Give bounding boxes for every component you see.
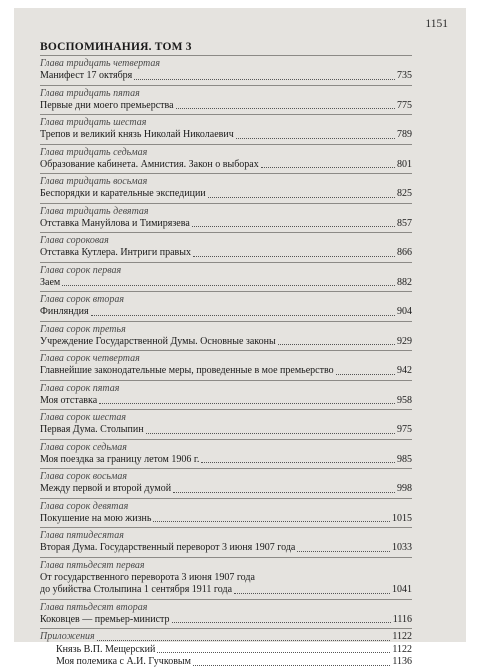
chapter-label: Глава сорок вторая	[40, 294, 124, 305]
chapter-list	[40, 55, 412, 626]
chapter-title: Между первой и второй думой	[40, 483, 172, 494]
chapter-title: Коковцев — премьер-министр	[40, 613, 170, 625]
chapter-label: Глава тридцать восьмая	[40, 176, 148, 187]
chapter-title: Моя отставка	[40, 394, 98, 406]
appendix-item[interactable]	[40, 644, 412, 657]
chapter-title: Главнейшие законодательные меры, проведенные в мое премьерство	[40, 365, 334, 376]
page-ref: 882	[397, 276, 412, 288]
chapter-row	[40, 483, 412, 496]
divider	[40, 350, 412, 351]
leader-dots	[173, 492, 395, 493]
divider	[40, 144, 412, 145]
leader-dots	[234, 593, 390, 594]
leader-dots	[99, 403, 395, 404]
page-ref: 1116	[392, 613, 412, 625]
chapter-row	[40, 454, 412, 467]
chapter-title: Финляндия	[40, 306, 89, 317]
page-ref: 1041	[392, 584, 412, 595]
chapter-label: Глава тридцать четвертая	[40, 58, 161, 69]
chapter-row	[40, 584, 412, 597]
chapter-title: Беспорядки и карательные экспедиции	[40, 188, 206, 199]
page-ref: 866	[397, 247, 412, 258]
chapter-entry[interactable]	[40, 468, 412, 496]
chapter-label: Глава сорок третья	[40, 323, 126, 335]
chapter-row	[40, 188, 412, 201]
chapter-row	[40, 70, 412, 83]
appendix-entry[interactable]	[40, 631, 412, 644]
leader-dots	[297, 551, 390, 552]
chapter-title: Отставка Мануйлова и Тимирязева	[40, 217, 190, 229]
page-ref: 857	[397, 217, 412, 229]
leader-dots	[153, 521, 390, 522]
divider	[40, 114, 412, 115]
chapter-entry[interactable]	[40, 203, 412, 231]
chapter-title: Первая Дума. Столыпин	[40, 424, 144, 435]
divider	[40, 55, 412, 56]
divider	[40, 203, 412, 204]
chapter-row	[40, 218, 412, 231]
divider	[40, 527, 412, 528]
leader-dots	[172, 622, 391, 623]
page-ref: 825	[397, 188, 412, 199]
chapter-label: Глава сорок шестая	[40, 412, 127, 423]
chapter-entry[interactable]	[40, 409, 412, 437]
leader-dots	[193, 256, 395, 257]
divider	[40, 599, 412, 600]
chapter-row	[40, 542, 412, 555]
leader-dots	[278, 344, 395, 345]
chapter-label: Глава тридцать пятая	[40, 87, 140, 99]
divider	[40, 557, 412, 558]
page-ref: 1122	[392, 631, 412, 642]
chapter-entry[interactable]	[40, 439, 412, 467]
chapter-label: Глава пятьдесят вторая	[40, 601, 148, 613]
appendix-item-title: Князь В.П. Мещерский	[56, 643, 156, 655]
chapter-entry[interactable]	[40, 350, 412, 378]
chapter-title: Вторая Дума. Государственный переворот 3 июня 1907 года	[40, 542, 296, 553]
chapter-entry[interactable]	[40, 114, 412, 142]
page-ref: 1033	[392, 542, 412, 553]
chapter-entry[interactable]	[40, 173, 412, 201]
leader-dots	[176, 108, 395, 109]
leader-dots	[236, 138, 395, 139]
page-ref: 775	[397, 99, 412, 111]
chapter-label: Глава пятьдесят первая	[40, 559, 145, 571]
chapter-label: Глава сорок первая	[40, 264, 122, 276]
appendix-title: Приложения	[40, 631, 95, 642]
page-ref: 801	[397, 158, 412, 170]
appendix-item[interactable]	[40, 656, 412, 669]
chapter-label: Глава сорок седьмая	[40, 441, 127, 453]
page-ref: 1015	[392, 512, 412, 524]
chapter-label: Глава тридцать шестая	[40, 117, 147, 128]
chapter-row	[40, 159, 412, 172]
chapter-title-line: От государственного переворота 3 июня 1907 года	[40, 571, 255, 583]
book-page	[14, 8, 466, 667]
divider	[40, 262, 412, 263]
page-number: 1151	[425, 18, 448, 30]
leader-dots	[97, 640, 391, 641]
chapter-entry[interactable]	[40, 85, 412, 113]
leader-dots	[157, 652, 390, 653]
page-ref: 985	[397, 453, 412, 465]
leader-dots	[134, 79, 395, 80]
table-of-contents	[40, 41, 412, 669]
chapter-row	[40, 247, 412, 260]
divider	[40, 173, 412, 174]
chapter-label: Глава сорок пятая	[40, 382, 120, 394]
leader-dots	[201, 462, 395, 463]
chapter-title: до убийства Столыпина 1 сентября 1911 года	[40, 584, 233, 595]
page-ref: 942	[397, 365, 412, 376]
chapter-row	[40, 424, 412, 437]
leader-dots	[91, 315, 395, 316]
page-ref: 975	[397, 424, 412, 435]
page-ref: 929	[397, 335, 412, 347]
leader-dots	[193, 665, 390, 666]
chapter-row	[40, 100, 412, 113]
chapter-entry[interactable]	[40, 321, 412, 349]
divider	[40, 439, 412, 440]
leader-dots	[336, 374, 395, 375]
leader-dots	[261, 167, 395, 168]
divider	[40, 468, 412, 469]
divider	[40, 628, 412, 629]
chapter-entry[interactable]	[40, 291, 412, 319]
chapter-title: Образование кабинета. Амнистия. Закон о выборах	[40, 158, 259, 170]
chapter-row	[40, 277, 412, 290]
chapter-row	[40, 513, 412, 526]
page-ref: 789	[397, 129, 412, 140]
appendix	[40, 631, 412, 669]
appendix-item-title: Моя полемика с А.И. Гучковым	[56, 656, 191, 667]
chapter-entry[interactable]	[40, 262, 412, 290]
page-ref: 1136	[392, 656, 412, 667]
divider	[40, 498, 412, 499]
chapter-label: Глава сорок девятая	[40, 500, 129, 512]
divider	[40, 85, 412, 86]
chapter-entry[interactable]	[40, 232, 412, 260]
chapter-row	[40, 365, 412, 378]
chapter-title: Первые дни моего премьерства	[40, 99, 174, 111]
chapter-row	[40, 395, 412, 408]
chapter-title: Трепов и великий князь Николай Николаевич	[40, 129, 234, 140]
divider	[40, 232, 412, 233]
chapter-row	[40, 306, 412, 319]
chapter-title: Манифест 17 октября	[40, 70, 133, 81]
chapter-entry[interactable]	[40, 55, 412, 83]
page-ref: 998	[397, 483, 412, 494]
page-ref: 1122	[392, 643, 412, 655]
leader-dots	[208, 197, 395, 198]
page-ref: 735	[397, 70, 412, 81]
chapter-entry[interactable]	[40, 498, 412, 526]
chapter-entry[interactable]	[40, 527, 412, 555]
divider	[40, 321, 412, 322]
chapter-label: Глава сороковая	[40, 235, 109, 246]
chapter-entry[interactable]	[40, 144, 412, 172]
chapter-title: Отставка Кутлера. Интриги правых	[40, 247, 191, 258]
chapter-row	[40, 129, 412, 142]
chapter-entry[interactable]	[40, 380, 412, 408]
page-ref: 958	[397, 394, 412, 406]
divider	[40, 291, 412, 292]
section-title: ВОСПОМИНАНИЯ. ТОМ 3	[40, 41, 192, 53]
chapter-entry[interactable]	[40, 599, 412, 627]
chapter-title: Моя поездка за границу летом 1906 г.	[40, 453, 200, 465]
leader-dots	[192, 226, 395, 227]
chapter-title: Учреждение Государственной Думы. Основные законы	[40, 335, 276, 347]
chapter-row	[40, 336, 412, 349]
chapter-label: Глава пятидесятая	[40, 530, 124, 541]
chapter-label: Глава сорок четвертая	[40, 353, 140, 364]
chapter-label: Глава сорок восьмая	[40, 471, 128, 482]
page-ref: 904	[397, 306, 412, 317]
divider	[40, 380, 412, 381]
chapter-entry[interactable]	[40, 557, 412, 597]
leader-dots	[146, 433, 395, 434]
chapter-label: Глава тридцать девятая	[40, 205, 149, 217]
chapter-row	[40, 614, 412, 627]
divider	[40, 409, 412, 410]
chapter-label: Глава тридцать седьмая	[40, 146, 148, 158]
leader-dots	[62, 285, 395, 286]
chapter-title: Покушение на мою жизнь	[40, 512, 152, 524]
chapter-title: Заем	[40, 276, 61, 288]
